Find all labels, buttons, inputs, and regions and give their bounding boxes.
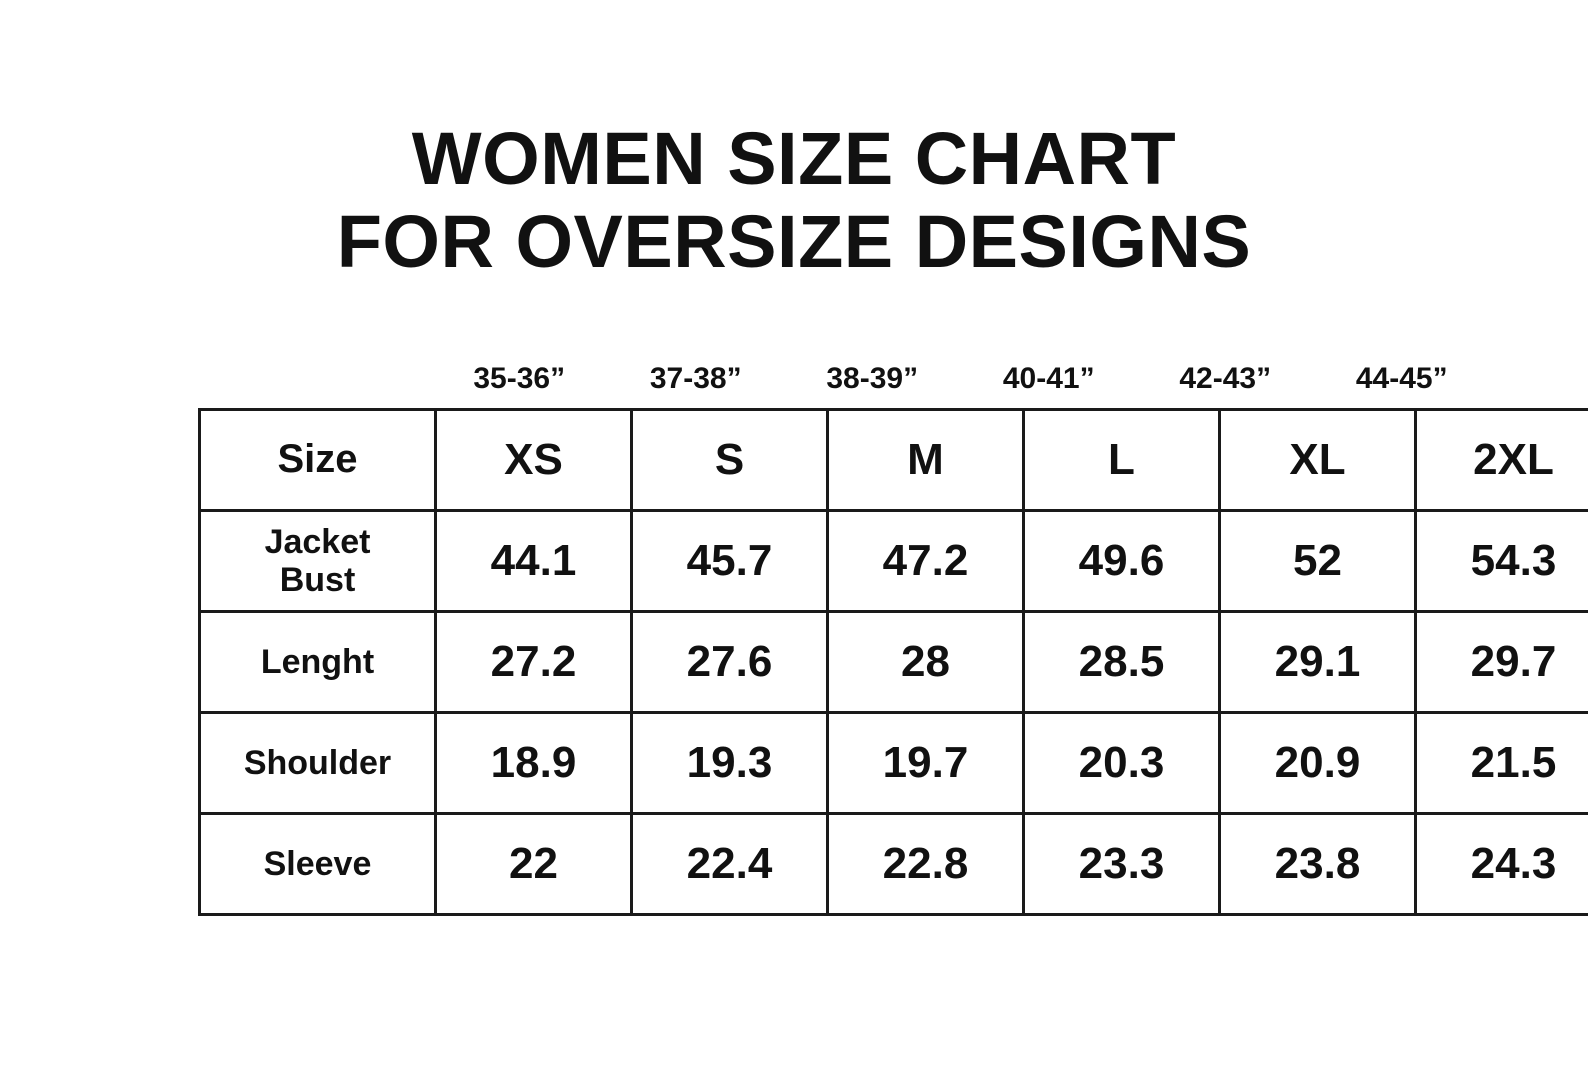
- overhead-spacer: [198, 362, 431, 396]
- table-cell: 22.8: [828, 813, 1024, 914]
- table-cell: 24.3: [1416, 813, 1588, 914]
- table-cell: 28.5: [1024, 611, 1220, 712]
- chart-container: [98, 361, 1557, 916]
- overhead-label: 37-38”: [649, 361, 742, 395]
- table-cell: 19.7: [828, 712, 1024, 813]
- table-cell: 47.2: [828, 510, 1024, 611]
- overhead-label: 35-36”: [473, 361, 566, 395]
- row-label-lenght: Lenght: [200, 611, 436, 712]
- table-cell: 23.3: [1024, 813, 1220, 914]
- table-header-cell: XS: [436, 409, 632, 510]
- size-table: [198, 408, 1588, 916]
- table-cell: 29.1: [1220, 611, 1416, 712]
- table-cell: 44.1: [436, 510, 632, 611]
- page-title: [0, 0, 1588, 284]
- overhead-label: 44-45”: [1355, 361, 1448, 395]
- table-cell: 21.5: [1416, 712, 1588, 813]
- table-header-row: [200, 409, 1588, 510]
- table-header-cell: 2XL: [1416, 409, 1588, 510]
- row-label-jacket-bust: [200, 510, 436, 611]
- overhead-label: 38-39”: [826, 361, 919, 395]
- row-label-shoulder: Shoulder: [200, 712, 436, 813]
- table-header-cell: M: [828, 409, 1024, 510]
- row-label-sleeve: Sleeve: [200, 813, 436, 914]
- table-cell: 45.7: [632, 510, 828, 611]
- table-cell: 29.7: [1416, 611, 1588, 712]
- row-label-line-1: Jacket: [264, 522, 371, 561]
- table-header-cell: L: [1024, 409, 1220, 510]
- page-title-line-1: WOMEN SIZE CHART: [411, 117, 1177, 200]
- table-cell: 20.3: [1024, 712, 1220, 813]
- table-cell: 28: [828, 611, 1024, 712]
- table-cell: 19.3: [632, 712, 828, 813]
- table-cell: 27.6: [632, 611, 828, 712]
- table-row: [200, 510, 1588, 611]
- table-cell: 22.4: [632, 813, 828, 914]
- overhead-label: 40-41”: [1002, 361, 1095, 395]
- row-label-line-2: Bust: [279, 560, 356, 599]
- table-cell: 27.2: [436, 611, 632, 712]
- table-cell: 52: [1220, 510, 1416, 611]
- table-cell: 20.9: [1220, 712, 1416, 813]
- table-header-cell: XL: [1220, 409, 1416, 510]
- table-header-cell: S: [632, 409, 828, 510]
- table-cell: 49.6: [1024, 510, 1220, 611]
- table-cell: 18.9: [436, 712, 632, 813]
- table-row: [200, 813, 1588, 914]
- table-header-size-label: Size: [200, 409, 436, 510]
- table-row: [200, 712, 1588, 813]
- table-cell: 23.8: [1220, 813, 1416, 914]
- table-cell: 54.3: [1416, 510, 1588, 611]
- overhead-label: 42-43”: [1179, 361, 1272, 395]
- overhead-measurement-row: [198, 362, 1490, 396]
- table-cell: 22: [436, 813, 632, 914]
- page-title-line-2: FOR OVERSIZE DESIGNS: [336, 199, 1252, 283]
- table-row: [200, 611, 1588, 712]
